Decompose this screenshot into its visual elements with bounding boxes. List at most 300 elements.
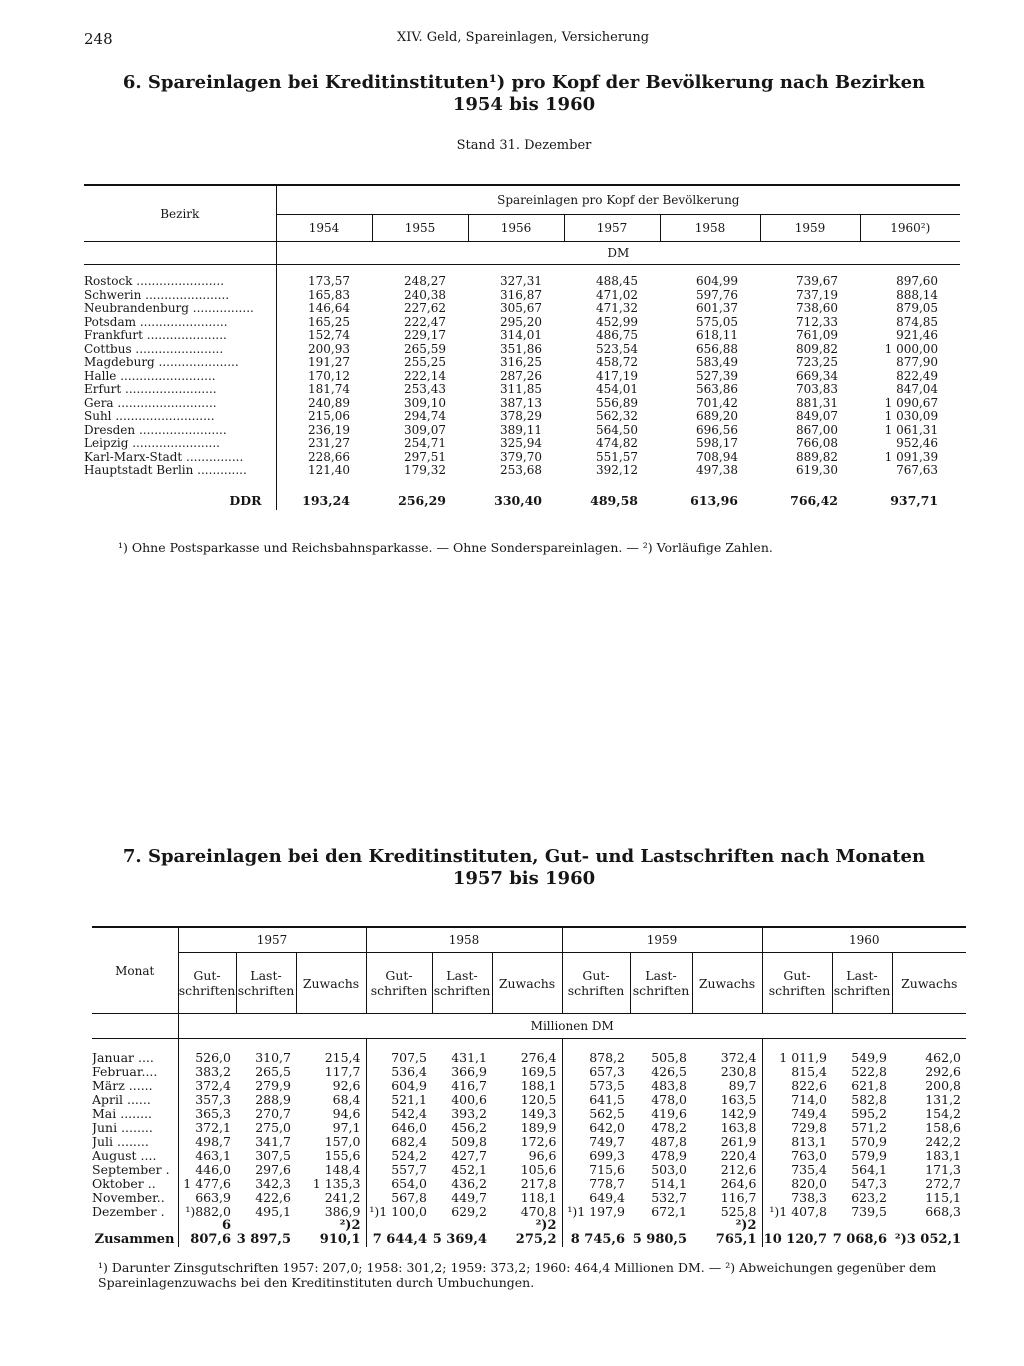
table7-cell: 735,4	[791, 1162, 827, 1177]
table7-cell: 642,0	[589, 1120, 625, 1135]
table6-title-line1: 6. Spareinlagen bei Kreditinstituten¹) pro Kopf der Bevölkerung nach Bezirken	[122, 72, 926, 93]
page-number: 248	[84, 30, 113, 48]
table6-stub-blank	[84, 242, 276, 265]
table7-lastschriften-header	[832, 953, 892, 1014]
table6-cell: 527,39	[696, 368, 738, 383]
table6-cell: 888,14	[896, 287, 939, 302]
table7-cell: 672,1	[651, 1204, 687, 1219]
table6-cell: 703,83	[796, 382, 838, 396]
table7-cell: 92,6	[296, 1079, 366, 1093]
table7-cell: 822,6	[791, 1078, 827, 1093]
table6-row	[84, 316, 960, 330]
table6-cell: 689,20	[696, 409, 738, 423]
table7-cell: 383,2	[195, 1064, 231, 1079]
table7-total-cell: 3 897,5	[236, 1232, 291, 1247]
table6-row	[84, 289, 960, 303]
table7-lastschriften-header	[630, 953, 692, 1014]
table6-row	[84, 370, 960, 384]
table6-cell: 1 000,00	[884, 341, 939, 356]
table7-cell: 654,0	[391, 1176, 427, 1191]
table7-cell: 372,1	[195, 1120, 231, 1135]
table7-cell: 357,3	[195, 1092, 231, 1107]
table6-cell: 255,25	[404, 355, 446, 369]
table7-cell: 763,0	[791, 1148, 827, 1163]
table7-cell: 276,4	[492, 1051, 562, 1065]
table7-cell: 621,8	[851, 1078, 887, 1093]
table6-cell: 523,54	[596, 341, 638, 356]
table6-cell: 1 061,31	[884, 422, 939, 437]
table6-cell: 1 091,39	[884, 449, 939, 464]
table7-cell: 215,4	[296, 1051, 366, 1065]
table7-cell: 509,8	[451, 1134, 487, 1149]
table7-cell: 242,2	[925, 1134, 962, 1149]
table6-year-header: 1959	[760, 215, 860, 242]
table6-cell: 378,29	[500, 409, 542, 423]
table6-cell: 767,63	[896, 463, 939, 477]
table7-total-cell: 5 980,5	[632, 1232, 687, 1247]
table7-total-cell: 5 369,4	[432, 1232, 487, 1247]
table7-cell: 183,1	[925, 1148, 962, 1163]
table6-cell: 921,46	[896, 328, 939, 342]
table7-cell: 169,5	[492, 1065, 562, 1079]
table6-cell: 701,42	[696, 395, 738, 410]
table6-year-header: 1955	[372, 215, 468, 242]
table6-cell: 822,49	[896, 368, 939, 383]
table7-cell: 707,5	[391, 1050, 427, 1065]
table7-cell: 419,6	[651, 1106, 687, 1121]
table6-row-label: Leipzig .......................	[84, 437, 276, 451]
table7-cell: 261,9	[692, 1135, 762, 1149]
table6-row-label: Magdeburg .....................	[84, 356, 276, 370]
table7-row-label: April ......	[92, 1093, 178, 1107]
table7-row	[92, 1121, 966, 1135]
table7-cell: 649,4	[589, 1190, 625, 1205]
table6-total-row	[84, 478, 960, 510]
table7-cell: 422,6	[255, 1190, 291, 1205]
table6-cell: 601,37	[696, 301, 738, 315]
table7-cell: 94,6	[296, 1107, 366, 1121]
table7-year-header: 1958	[366, 927, 562, 953]
table6-cell: 497,38	[696, 463, 738, 477]
table6-cell: 173,57	[308, 274, 350, 288]
table7-gutschriften-line1: Gut-	[783, 968, 811, 983]
table7-zuwachs-header: Zuwachs	[692, 953, 762, 1014]
table7-lastschriften-header	[236, 953, 296, 1014]
table6-total-cell: 766,42	[790, 493, 838, 508]
table7-cell: 478,2	[651, 1120, 687, 1135]
table6-cell: 165,25	[308, 314, 350, 329]
table6-cell: 229,17	[404, 328, 446, 342]
table7-lastschriften-line2: schriften	[433, 983, 491, 998]
table6-cell: 240,38	[404, 287, 446, 302]
table7-year-header: 1960	[762, 927, 966, 953]
table6-cell: 952,46	[896, 436, 939, 450]
table6-cell: 867,00	[796, 422, 838, 437]
table7-cell: 342,3	[255, 1176, 291, 1191]
table6-cell: 152,74	[308, 328, 350, 342]
table7-cell: 188,1	[492, 1079, 562, 1093]
table7-zuwachs-header: Zuwachs	[492, 953, 562, 1014]
table7-cell: 264,6	[692, 1177, 762, 1191]
table7-cell: 171,3	[925, 1162, 962, 1177]
table7-cell: 749,7	[589, 1134, 625, 1149]
table6-cell: 379,70	[500, 449, 542, 464]
table6-total-cell: 256,29	[398, 493, 446, 508]
table7-cell: 571,2	[851, 1120, 887, 1135]
table6-row-label: Gera ..........................	[84, 397, 276, 411]
table7-cell: 120,5	[492, 1093, 562, 1107]
table6	[84, 184, 960, 510]
table7-cell: 307,5	[255, 1148, 291, 1163]
table7-cell: 521,1	[391, 1092, 427, 1107]
table6-cell: 454,01	[596, 382, 638, 396]
table7-row	[92, 1177, 966, 1191]
table7-cell: 524,2	[391, 1148, 427, 1163]
table7-cell: 292,6	[925, 1064, 962, 1079]
table7-cell: 163,5	[692, 1093, 762, 1107]
table7-cell: 526,0	[195, 1050, 231, 1065]
page-header	[84, 30, 964, 50]
table6-group-header: Spareinlagen pro Kopf der Bevölkerung	[276, 185, 960, 215]
table7-cell: 142,9	[692, 1107, 762, 1121]
table6-cell: 847,04	[896, 382, 939, 396]
table6-cell: 766,08	[796, 436, 838, 450]
table7-lastschriften-line1: Last-	[645, 968, 677, 983]
table7-total-cell: 8 745,6	[570, 1232, 625, 1247]
table7-cell: 68,4	[296, 1093, 366, 1107]
table7-cell: 97,1	[296, 1121, 366, 1135]
table6-subtitle: Stand 31. Dezember	[456, 138, 592, 153]
table6-row-label: Hauptstadt Berlin .............	[84, 464, 276, 478]
table7-cell: 157,0	[296, 1135, 366, 1149]
table7-total-cell: 10 120,7	[763, 1232, 827, 1247]
table6-unit: DM	[276, 242, 960, 265]
table7-cell: 463,1	[195, 1148, 231, 1163]
table7-stub-blank	[92, 1014, 178, 1039]
table7-footnote: ¹) Darunter Zinsgutschriften 1957: 207,0; 1958: 301,2; 1959: 373,2; 1960: 464,4 Millionen DM. — ²) Abweichungen gegenüber dem Spareinlagenzuwachs bei den Kreditinstituten durch Umbuchungen.	[98, 1260, 937, 1290]
table7-lastschriften-line1: Last-	[250, 968, 282, 983]
table7-row-label: Juni ........	[92, 1121, 178, 1135]
table7-lastschriften-line2: schriften	[237, 983, 295, 998]
table7-cell: 449,7	[451, 1190, 487, 1205]
table6-row-label: Karl-Marx-Stadt ...............	[84, 451, 276, 465]
table6-cell: 222,47	[404, 314, 446, 329]
table6-cell: 556,89	[596, 395, 638, 410]
table6-cell: 253,68	[500, 463, 542, 477]
table7-cell: 604,9	[391, 1078, 427, 1093]
table7-gutschriften-line2: schriften	[768, 983, 826, 998]
table6-row-label: Frankfurt .....................	[84, 329, 276, 343]
table6-cell: 227,62	[404, 301, 446, 315]
table6-footnote: ¹) Ohne Postsparkasse und Reichsbahnsparkasse. — Ohne Sonderspareinlagen. — ²) Vorläufige Zahlen.	[118, 540, 773, 555]
table6-cell: 897,60	[896, 274, 939, 288]
table7-row-label: März ......	[92, 1079, 178, 1093]
table7-cell: 89,7	[692, 1079, 762, 1093]
table7-cell: 393,2	[451, 1106, 487, 1121]
table6-cell: 761,09	[796, 328, 838, 342]
table6-cell: 287,26	[500, 368, 542, 383]
table7-cell: ¹)1 100,0	[369, 1204, 427, 1219]
table6-cell: 598,17	[696, 436, 738, 450]
table7-cell: 217,8	[492, 1177, 562, 1191]
table6-cell: 170,12	[308, 368, 350, 383]
table6-cell: 656,88	[696, 341, 738, 356]
table6-cell: 583,49	[696, 355, 738, 369]
table6-cell: 877,90	[896, 355, 939, 369]
table7-cell: 657,3	[589, 1064, 625, 1079]
table6-row	[84, 356, 960, 370]
table6-cell: 471,32	[596, 301, 638, 315]
table7-cell: 400,6	[451, 1092, 487, 1107]
table7-gutschriften-line2: schriften	[178, 983, 236, 998]
table6-year-header: 1960²)	[890, 221, 931, 235]
table7-cell: 487,8	[651, 1134, 687, 1149]
table7-row	[92, 1149, 966, 1163]
table6-cell: 849,07	[796, 409, 838, 423]
table6-row	[84, 410, 960, 424]
table7-cell: 341,7	[255, 1134, 291, 1149]
table7-cell: 189,9	[492, 1121, 562, 1135]
table7-cell: 682,4	[391, 1134, 427, 1149]
table6-row-label: Potsdam .......................	[84, 316, 276, 330]
table7-cell: 564,1	[851, 1162, 887, 1177]
table6-row	[84, 451, 960, 465]
table6-cell: 231,27	[308, 436, 350, 450]
table6-year-header: 1954	[276, 215, 372, 242]
table6-cell: 228,66	[308, 449, 350, 464]
table7-cell: 386,9	[296, 1205, 366, 1219]
table7-cell: 372,4	[195, 1078, 231, 1093]
table6-cell: 121,40	[308, 463, 350, 477]
table6-cell: 222,14	[404, 368, 446, 383]
table6-cell: 696,56	[696, 422, 738, 437]
table7-lastschriften-line2: schriften	[632, 983, 690, 998]
table7-cell: 131,2	[925, 1092, 962, 1107]
table6-total-cell: 193,24	[302, 493, 350, 508]
table7-cell: 200,8	[925, 1078, 962, 1093]
table6-row	[84, 343, 960, 357]
table7-title-line1: 7. Spareinlagen bei den Kreditinstituten, Gut- und Lastschriften nach Monaten	[122, 846, 926, 867]
table6-cell: 597,76	[696, 287, 738, 302]
table6-total-cell: 489,58	[590, 493, 638, 508]
table7-cell: 163,8	[692, 1121, 762, 1135]
table7-cell: 582,8	[851, 1092, 887, 1107]
table7-cell: 270,7	[255, 1106, 291, 1121]
table6-cell: 253,43	[404, 382, 446, 396]
table6-year-header: 1957	[564, 215, 660, 242]
table6-cell: 309,07	[404, 422, 446, 437]
table7-zuwachs-header: Zuwachs	[296, 953, 366, 1014]
table7-cell: 778,7	[589, 1176, 625, 1191]
table6-cell: 618,11	[696, 328, 738, 342]
table7-cell: 462,0	[925, 1050, 962, 1065]
table7-total-cell: ²)3 052,1	[894, 1232, 962, 1247]
table7-cell: 522,8	[851, 1064, 887, 1079]
table7-cell: 514,1	[651, 1176, 687, 1191]
table7-cell: 483,8	[651, 1078, 687, 1093]
table6-cell: 236,19	[308, 422, 350, 437]
table7-cell: 498,7	[195, 1134, 231, 1149]
table7-cell: 595,2	[851, 1106, 887, 1121]
table6-row-label: Erfurt ........................	[84, 383, 276, 397]
table7-gutschriften-header	[762, 953, 832, 1014]
table7-total-cell: 7 068,6	[832, 1232, 887, 1247]
table7-cell: 623,2	[851, 1190, 887, 1205]
table7-cell: 154,2	[925, 1106, 962, 1121]
table7-cell: 641,5	[589, 1092, 625, 1107]
table7-cell: 715,6	[589, 1162, 625, 1177]
table7-cell: 813,1	[791, 1134, 827, 1149]
table7	[92, 926, 966, 1247]
table7-cell: 549,9	[851, 1050, 887, 1065]
table6-cell: 351,86	[500, 341, 542, 356]
table7-cell: 478,9	[651, 1148, 687, 1163]
table7-cell: 427,7	[451, 1148, 487, 1163]
table7-gutschriften-line1: Gut-	[385, 968, 413, 983]
table7-cell: 495,1	[255, 1204, 291, 1219]
table7-cell: 366,9	[451, 1064, 487, 1079]
table6-cell: 619,30	[796, 463, 838, 477]
table7-cell: 562,5	[589, 1106, 625, 1121]
table7-cell: 155,6	[296, 1149, 366, 1163]
table6-cell: 417,19	[596, 368, 638, 383]
table6-cell: 739,67	[796, 274, 838, 288]
table7-cell: 149,3	[492, 1107, 562, 1121]
table7-cell: 436,2	[451, 1176, 487, 1191]
table6-cell: 486,75	[596, 328, 638, 342]
table7-cell: 503,0	[651, 1162, 687, 1177]
table7-cell: 505,8	[651, 1050, 687, 1065]
table6-cell: 316,87	[500, 287, 542, 302]
table6-cell: 146,64	[308, 301, 350, 315]
table6-row	[84, 383, 960, 397]
table7-row-label: Dezember .	[92, 1205, 178, 1219]
table7-cell: 279,9	[255, 1078, 291, 1093]
table6-row-label: Dresden .......................	[84, 424, 276, 438]
table6-row-label: Halle .........................	[84, 370, 276, 384]
table7-cell: 1 477,6	[183, 1176, 231, 1191]
table7-row-label: August ....	[92, 1149, 178, 1163]
table6-total-cell: 613,96	[690, 493, 738, 508]
table6-cell: 305,67	[500, 301, 542, 315]
table6-cell: 564,50	[596, 422, 638, 437]
table7-cell: 570,9	[851, 1134, 887, 1149]
table7-cell: 426,5	[651, 1064, 687, 1079]
table6-cell: 712,33	[796, 314, 838, 329]
table6-row-label: Schwerin ......................	[84, 289, 276, 303]
table6-total-label: DDR	[84, 478, 276, 510]
table6-cell: 200,93	[308, 341, 350, 356]
table6-total-cell: 330,40	[494, 493, 542, 508]
table7-cell: 452,1	[451, 1162, 487, 1177]
table7-cell: 739,5	[851, 1204, 887, 1219]
table7-cell: 416,7	[451, 1078, 487, 1093]
table7-lastschriften-line1: Last-	[446, 968, 478, 983]
table6-cell: 297,51	[404, 449, 446, 464]
table7-cell: ¹)882,0	[185, 1204, 231, 1219]
table7-row-label: Juli ........	[92, 1135, 178, 1149]
table7-row-label: Oktober ..	[92, 1177, 178, 1191]
table7-cell: 820,0	[791, 1176, 827, 1191]
table7-unit: Millionen DM	[178, 1014, 966, 1039]
table7-cell: 749,4	[791, 1106, 827, 1121]
table6-cell: 295,20	[500, 314, 542, 329]
table7-cell: 117,7	[296, 1065, 366, 1079]
table6-cell: 562,32	[596, 409, 638, 423]
table7-cell: 663,9	[195, 1190, 231, 1205]
table7-cell: 668,3	[925, 1204, 962, 1219]
table7-cell: 272,7	[925, 1176, 962, 1191]
table6-row-label: Suhl ..........................	[84, 410, 276, 424]
table7-cell: 714,0	[791, 1092, 827, 1107]
table7-row-label: November..	[92, 1191, 178, 1205]
table6-cell: 575,05	[696, 314, 738, 329]
table6-cell: 181,74	[308, 382, 350, 396]
table7-cell: 536,4	[391, 1064, 427, 1079]
table6-cell: 240,89	[308, 395, 350, 410]
table7-cell: 116,7	[692, 1191, 762, 1205]
table7-cell: 557,7	[391, 1162, 427, 1177]
table6-cell: 551,57	[596, 449, 638, 464]
spacer-cell	[84, 265, 276, 276]
table6-cell: 881,31	[796, 395, 838, 410]
table7-row	[92, 1191, 966, 1205]
table7-lastschriften-header	[432, 953, 492, 1014]
table7-row	[92, 1051, 966, 1065]
table7-cell: 275,0	[255, 1120, 291, 1135]
table6-stub-header: Bezirk	[84, 185, 276, 242]
table6-cell: 191,27	[308, 355, 350, 369]
table6-cell: 1 090,67	[884, 395, 939, 410]
table6-cell: 1 030,09	[884, 409, 939, 423]
table7-lastschriften-line1: Last-	[846, 968, 878, 983]
table6-cell: 452,99	[596, 314, 638, 329]
table7-cell: 567,8	[391, 1190, 427, 1205]
table6-cell: 604,99	[696, 274, 738, 288]
table6-row	[84, 424, 960, 438]
table7-year-header: 1957	[178, 927, 366, 953]
table7-row	[92, 1135, 966, 1149]
table7-cell: 105,6	[492, 1163, 562, 1177]
table7-total-cell: ²)2 275,2	[492, 1219, 562, 1247]
table7-gutschriften-line2: schriften	[567, 983, 625, 998]
table7-cell: 878,2	[589, 1050, 625, 1065]
table7-row-label: Mai ........	[92, 1107, 178, 1121]
table6-cell: 488,45	[596, 274, 638, 288]
table6-cell: 387,13	[500, 395, 542, 410]
table7-cell: 288,9	[255, 1092, 291, 1107]
table7-cell: 230,8	[692, 1065, 762, 1079]
table6-cell: 474,82	[596, 436, 638, 450]
table7-cell: 646,0	[391, 1120, 427, 1135]
table7-lastschriften-line2: schriften	[833, 983, 891, 998]
table7-cell: 372,4	[692, 1051, 762, 1065]
table6-year-header: 1958	[660, 215, 760, 242]
table6-cell: 563,86	[696, 382, 738, 396]
table7-row-label: Januar ....	[92, 1051, 178, 1065]
table7-total-cell: 7 644,4	[372, 1232, 427, 1247]
table6-cell: 708,94	[696, 449, 738, 464]
table6-cell: 325,94	[500, 436, 542, 450]
table6-cell: 392,12	[596, 463, 638, 477]
table6-cell: 294,74	[404, 409, 446, 423]
table7-total-row	[92, 1219, 966, 1247]
table7-cell: 241,2	[296, 1191, 366, 1205]
table7-cell: 738,3	[791, 1190, 827, 1205]
table6-row	[84, 302, 960, 316]
table6-cell: 738,60	[796, 301, 838, 315]
table6-cell: 471,02	[596, 287, 638, 302]
